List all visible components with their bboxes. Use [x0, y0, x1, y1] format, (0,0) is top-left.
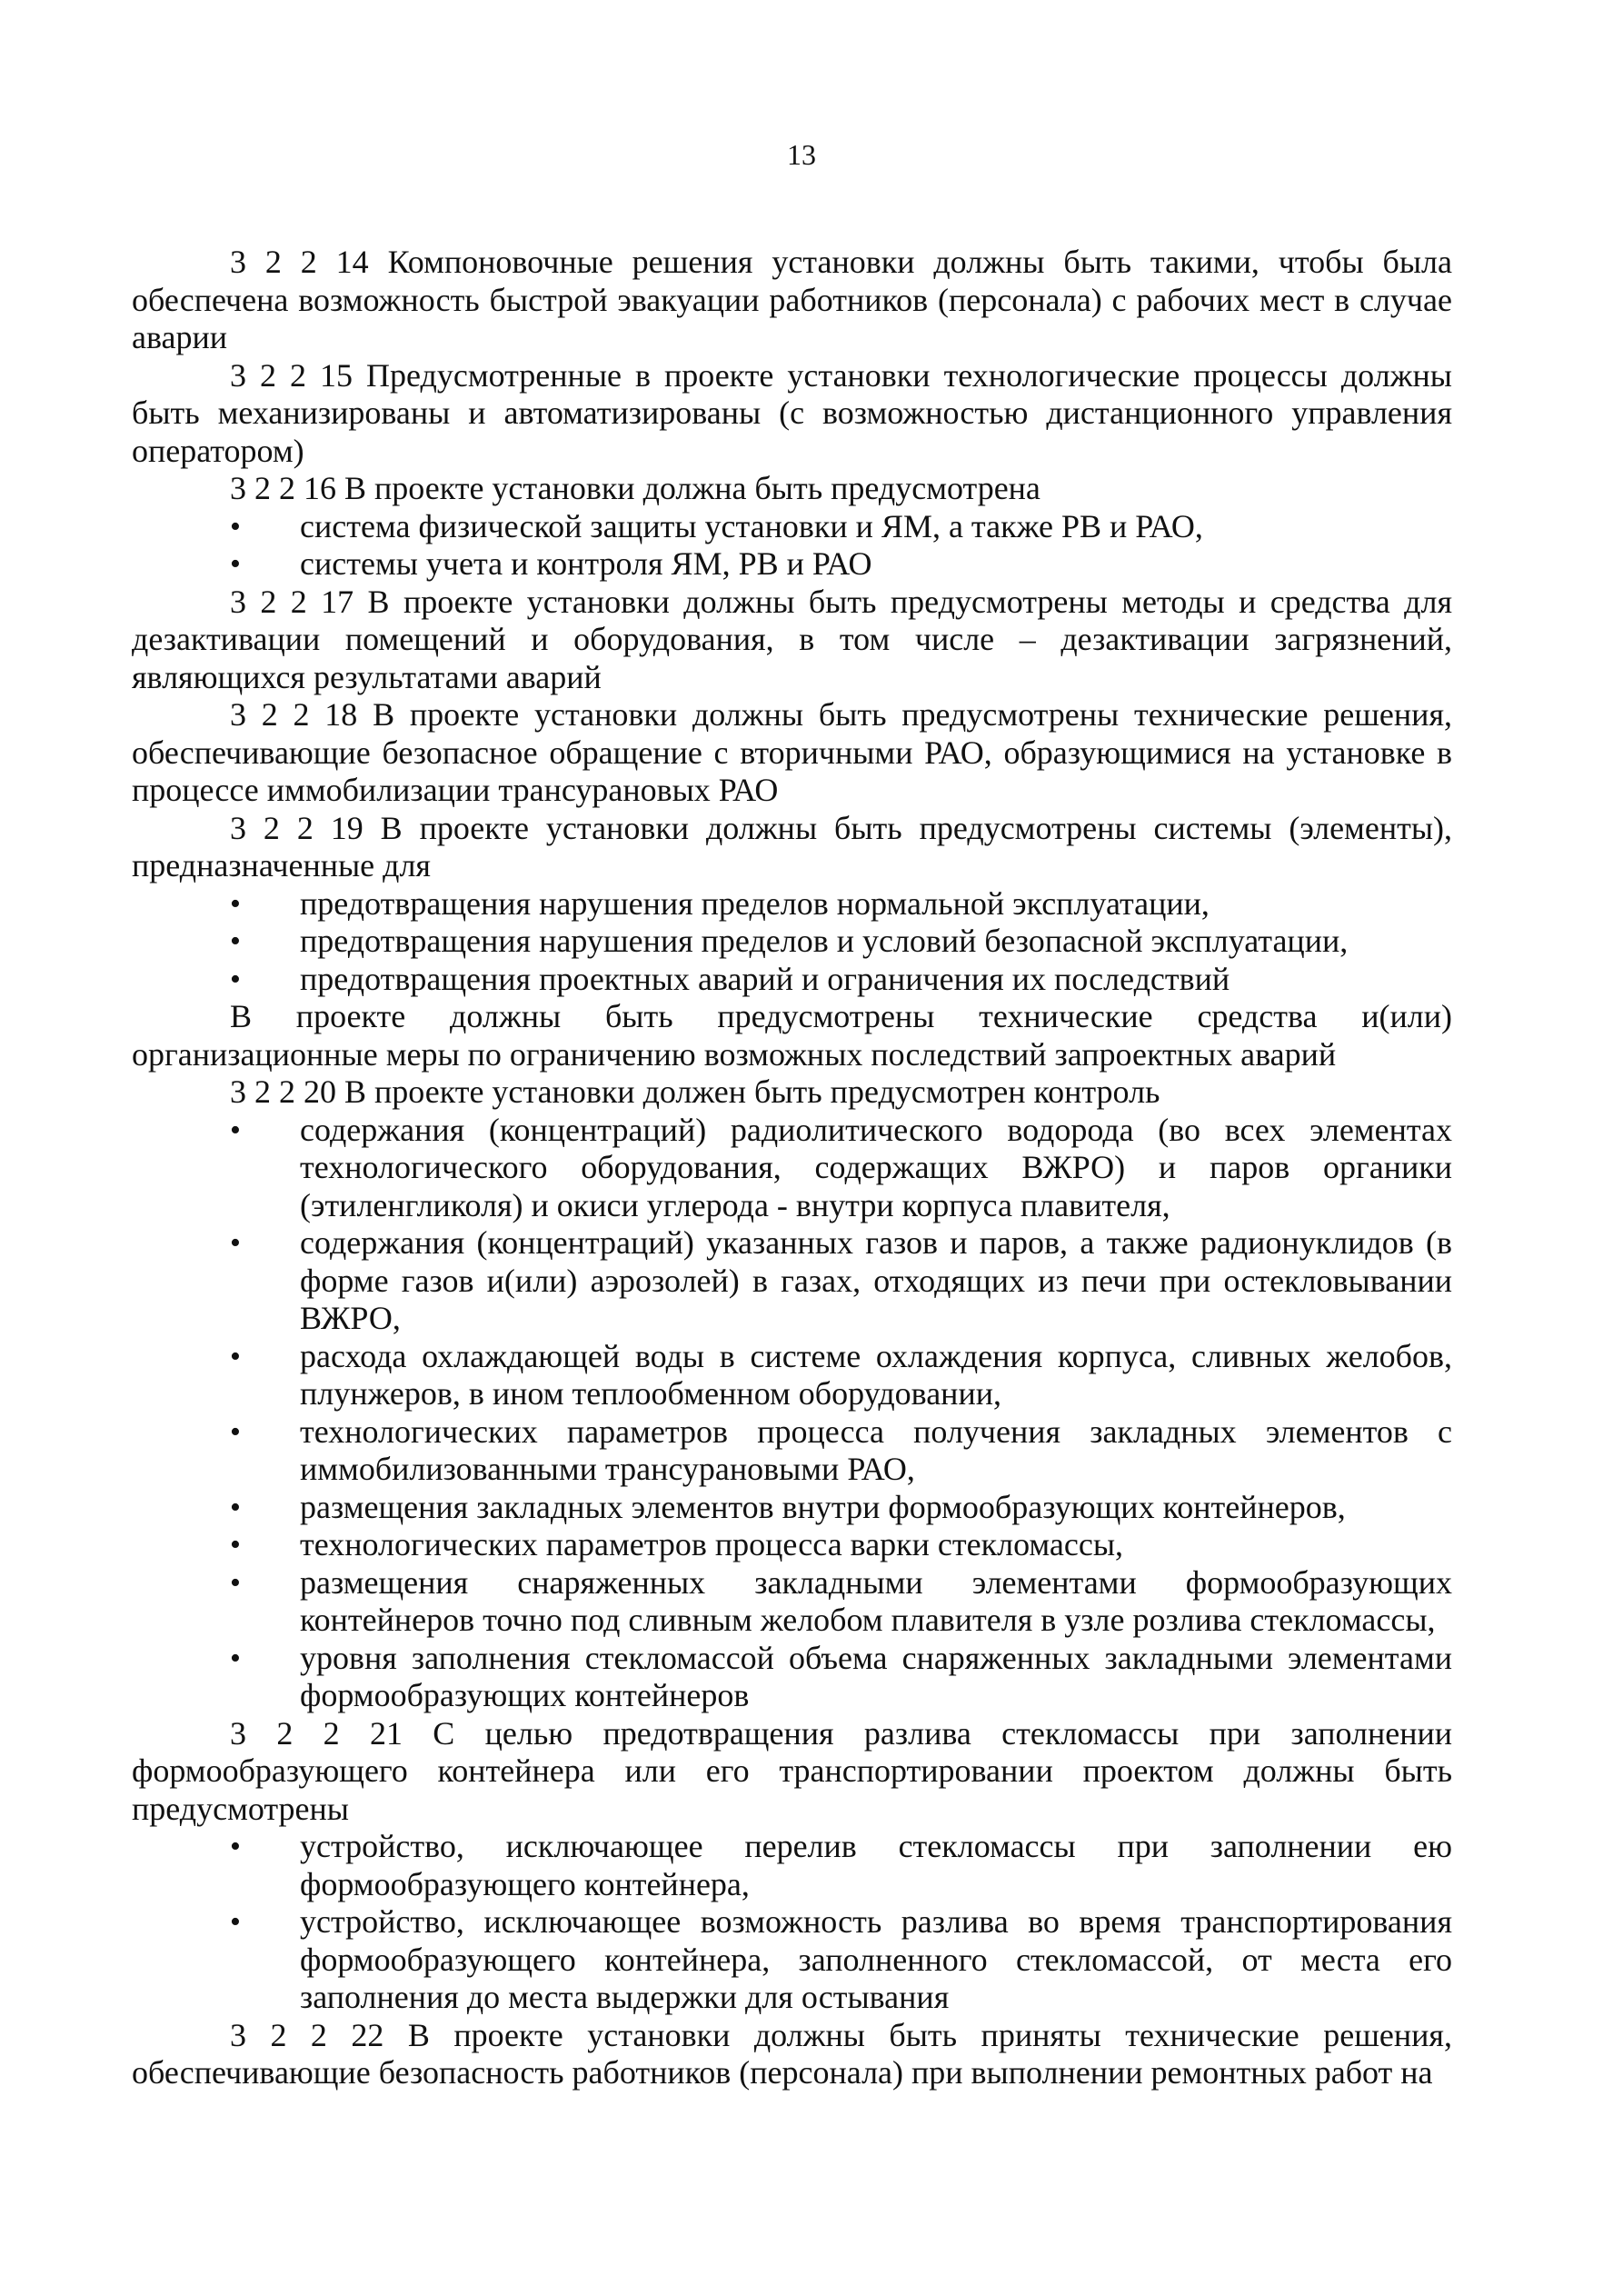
bullet-item: • содержания (концентраций) указанных газов и паров, а также радионуклидов (в форме газов и(или) аэрозолей) в газах, отходящих из печи при остекловывании ВЖРО, [132, 1224, 1452, 1338]
paragraph: 3 2 2 16 В проекте установки должна быть предусмотрена [230, 470, 1040, 506]
paragraph: 3 2 2 17 В проекте установки должны быть предусмотрены методы и средства для дезактивации помещений и оборудования, в том числе – дезактивации загрязнений, являющихся результатами аварий [132, 583, 1452, 695]
bullet-item: • предотвращения нарушения пределов и условий безопасной эксплуатации, [132, 923, 1452, 961]
bullet-item: • устройство, исключающее возможность разлива во время транспортирования формообразующего контейнера, заполненного стекломассой, от места его заполнения до места выдержки для остывания [132, 1903, 1452, 2017]
bullet-item: • предотвращения нарушения пределов нормальной эксплуатации, [132, 885, 1452, 923]
paragraph: 3 2 2 22 В проекте установки должны быть приняты технические решения, обеспечивающие безопасность работников (персонала) при выполнении ремонтных работ на [132, 2016, 1452, 2091]
bullet-item: • содержания (концентраций) радиолитического водорода (во всех элементах технологического оборудования, содержащих ВЖРО) и паров органики (этиленгликоля) и окиси углерода - внутри корпуса плавителя, [132, 1112, 1452, 1225]
bullet-item: • размещения снаряженных закладными элементами формообразующих контейнеров точно под сливным желобом плавителя в узле розлива стекломассы, [132, 1564, 1452, 1640]
paragraph: 3 2 2 19 В проекте установки должны быть предусмотрены системы (элементы), предназначенные для [132, 809, 1452, 883]
bullet-list [132, 1112, 1452, 1715]
bullet-item: • размещения закладных элементов внутри формообразующих контейнеров, [132, 1489, 1452, 1527]
bullet-item: • системы учета и контроля ЯМ, РВ и РАО [132, 545, 1452, 584]
paragraph: 3 2 2 20 В проекте установки должен быть предусмотрен контроль [230, 1073, 1160, 1110]
bullet-item: • расхода охлаждающей воды в системе охлаждения корпуса, сливных желобов, плунжеров, в ином теплообменном оборудовании, [132, 1338, 1452, 1413]
paragraph: 3 2 2 15 Предусмотренные в проекте установки технологические процессы должны быть механизированы и автоматизированы (с возможностью дистанционного управления оператором) [132, 356, 1452, 469]
bullet-item: • уровня заполнения стекломассой объема снаряженных закладными элементами формообразующих контейнеров [132, 1640, 1452, 1715]
bullet-list [132, 1828, 1452, 2017]
bullet-item: • технологических параметров процесса варки стекломассы, [132, 1526, 1452, 1564]
paragraph: 3 2 2 14 Компоновочные решения установки должны быть такими, чтобы была обеспечена возможность быстрой эвакуации работников (персонала) с рабочих мест в случае аварии [132, 244, 1452, 355]
page-number: 13 [787, 138, 816, 171]
document-body [132, 244, 1452, 2092]
bullet-list [132, 508, 1452, 584]
paragraph: 3 2 2 18 В проекте установки должны быть предусмотрены технические решения, обеспечивающие безопасное обращение с вторичными РАО, образующимися на установке в процессе иммобилизации трансурановых РАО [132, 696, 1452, 808]
bullet-item: • технологических параметров процесса получения закладных элементов с иммобилизованными трансурановыми РАО, [132, 1413, 1452, 1489]
paragraph: 3 2 2 21 С целью предотвращения разлива стекломассы при заполнении формообразующего контейнера или его транспортировании проектом должны быть предусмотрены [132, 1714, 1452, 1827]
bullet-item: • предотвращения проектных аварий и ограничения их последствий [132, 961, 1452, 999]
bullet-item: • система физической защиты установки и ЯМ, а также РВ и РАО, [132, 508, 1452, 546]
bullet-list [132, 885, 1452, 999]
bullet-item: • устройство, исключающее перелив стекломассы при заполнении ею формообразующего контейнера, [132, 1828, 1452, 1903]
paragraph: В проекте должны быть предусмотрены технические средства и(или) организационные меры по ограничению возможных последствий запроектных аварий [132, 998, 1452, 1073]
